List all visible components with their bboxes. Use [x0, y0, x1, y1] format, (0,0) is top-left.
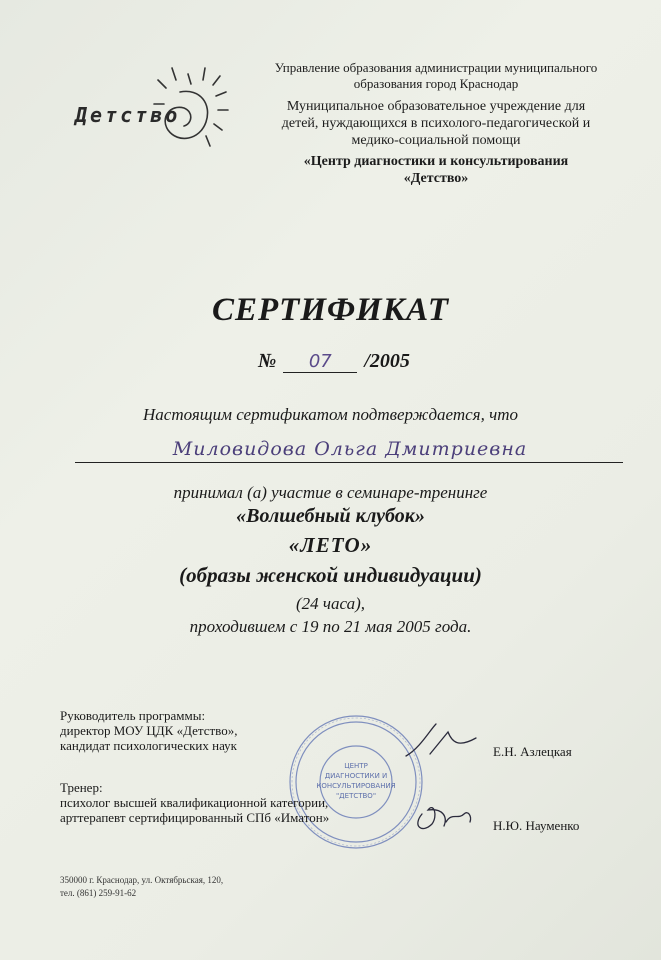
- trainer-role: Тренер:: [60, 780, 103, 795]
- seal-text: ДИАГНОСТИКИ И: [324, 772, 388, 780]
- center-name-line: «Центр диагностики и консультирования: [303, 154, 569, 169]
- trainer-credentials: [60, 780, 329, 825]
- leader-position: директор МОУ ЦДК «Детство»,: [60, 723, 238, 738]
- trainer-certification: арттерапевт сертифицированный СПб «Иматон»: [60, 810, 330, 825]
- seal-text: ЦЕНТР: [344, 762, 368, 770]
- institution-line: медико-социальной помощи: [351, 133, 521, 148]
- number-prefix: №: [258, 350, 277, 372]
- participation-text: принимал (а) участие в семинаре-тренинге: [173, 483, 488, 502]
- leader-degree: кандидат психологических наук: [60, 738, 237, 753]
- institution-header: [250, 98, 622, 149]
- center-name-line: «Детство»: [403, 171, 469, 186]
- certificate-title: СЕРТИФИКАТ: [211, 292, 450, 328]
- certificate-number: [258, 350, 410, 373]
- seminar-hours: (24 часа),: [295, 594, 366, 613]
- confirm-text: Настоящим сертификатом подтверждается, что: [143, 405, 518, 424]
- trainer-name: Н.Ю. Науменко: [493, 818, 580, 833]
- seminar-subtitle: (образы женской индивидуации): [179, 563, 482, 587]
- seminar-season: «ЛЕТО»: [288, 533, 373, 557]
- leader-role: Руководитель программы:: [60, 708, 206, 723]
- footer-contacts: [60, 874, 223, 900]
- logo-text: Детство: [75, 103, 181, 127]
- recipient-name: Миловидова Ольга Дмитриевна: [172, 438, 528, 460]
- dept-line: Управление образования администрации муниципального: [274, 60, 598, 75]
- trainer-qualification: психолог высшей квалификационной категории,: [60, 795, 329, 810]
- center-name: [250, 153, 622, 187]
- dept-header: [250, 60, 622, 92]
- footer-phone: тел. (861) 259-91-62: [60, 888, 137, 898]
- leader-name: Е.Н. Азлецкая: [493, 744, 572, 759]
- leader-credentials: [60, 708, 237, 753]
- trainer-signature-icon: [408, 792, 478, 837]
- leader-signature-icon: [400, 718, 480, 763]
- footer-address: 350000 г. Краснодар, ул. Октябрьская, 120,: [60, 875, 224, 885]
- seminar-title: «Волшебный клубок»: [236, 505, 425, 527]
- seminar-dates: проходившем с 19 по 21 мая 2005 года.: [189, 617, 472, 636]
- institution-line: Муниципальное образовательное учреждение для: [286, 99, 586, 114]
- number-suffix: /2005: [364, 350, 410, 372]
- seal-text: "ДЕТСТВО": [335, 792, 377, 800]
- institution-line: детей, нуждающихся в психолого-педагогической и: [281, 116, 591, 131]
- dept-line: образования город Краснодар: [353, 76, 519, 91]
- number-value: 07: [283, 351, 357, 373]
- seal-text: КОНСУЛЬТИРОВАНИЯ: [316, 782, 396, 790]
